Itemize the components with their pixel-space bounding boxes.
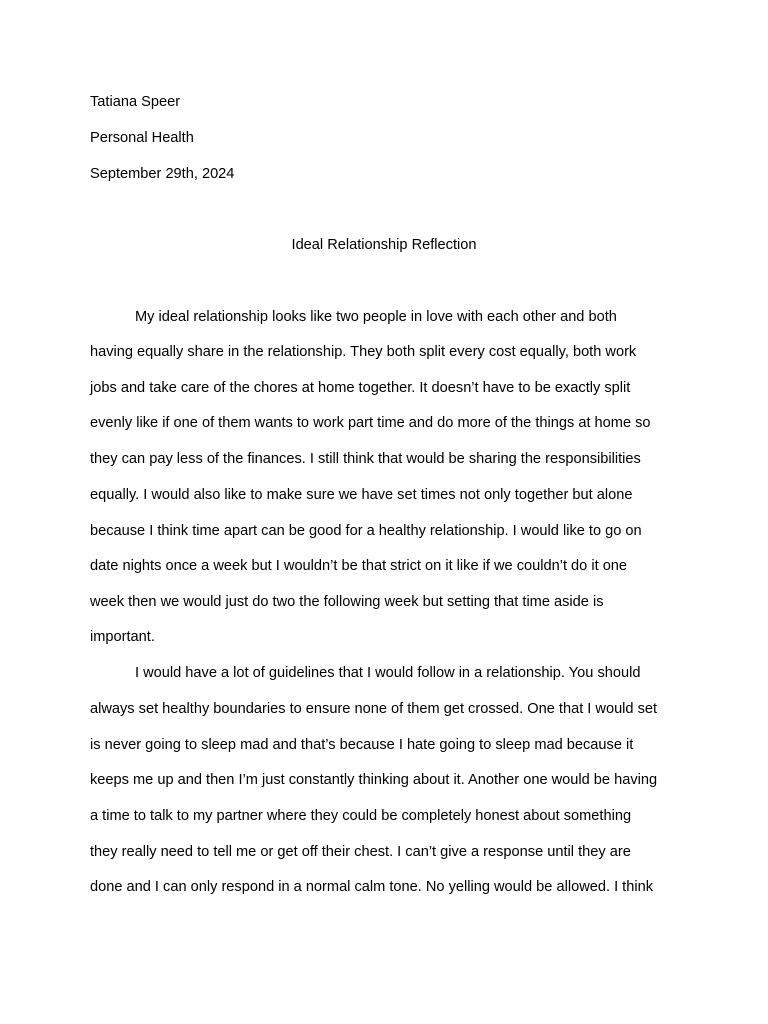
body-line: important.: [90, 629, 155, 645]
body-line: a time to talk to my partner where they could be completely honest about something: [90, 808, 632, 824]
body-line: My ideal relationship looks like two people in love with each other and both: [135, 309, 617, 325]
body-line: is never going to sleep mad and that’s because I hate going to sleep mad because it: [90, 737, 634, 753]
body-line: they really need to tell me or get off their chest. I can’t give a response until they are: [90, 844, 631, 860]
body-line: week then we would just do two the following week but setting that time aside is: [90, 594, 604, 610]
body-line: keeps me up and then I’m just constantly thinking about it. Another one would be having: [90, 772, 658, 788]
document-title: Ideal Relationship Reflection: [291, 237, 477, 253]
body-line: because I think time apart can be good for a healthy relationship. I would like to go on: [90, 523, 642, 539]
body-line: jobs and take care of the chores at home together. It doesn’t have to be exactly split: [90, 380, 631, 396]
body-line: date nights once a week but I wouldn’t be that strict on it like if we couldn’t do it one: [90, 558, 628, 574]
author-name: Tatiana Speer: [90, 94, 181, 110]
body-line: always set healthy boundaries to ensure none of them get crossed. One that I would set: [90, 701, 658, 717]
course-name: Personal Health: [90, 130, 194, 146]
body-line: I would have a lot of guidelines that I would follow in a relationship. You should: [135, 665, 641, 681]
body-line: evenly like if one of them wants to work part time and do more of the things at home so: [90, 415, 651, 431]
document-date: September 29th, 2024: [90, 166, 235, 182]
body-line: they can pay less of the finances. I still think that would be sharing the responsibilities: [90, 451, 641, 467]
body-line: having equally share in the relationship. They both split every cost equally, both work: [90, 344, 637, 360]
body-line: equally. I would also like to make sure we have set times not only together but alone: [90, 487, 633, 503]
body-line: done and I can only respond in a normal calm tone. No yelling would be allowed. I think: [90, 879, 654, 895]
